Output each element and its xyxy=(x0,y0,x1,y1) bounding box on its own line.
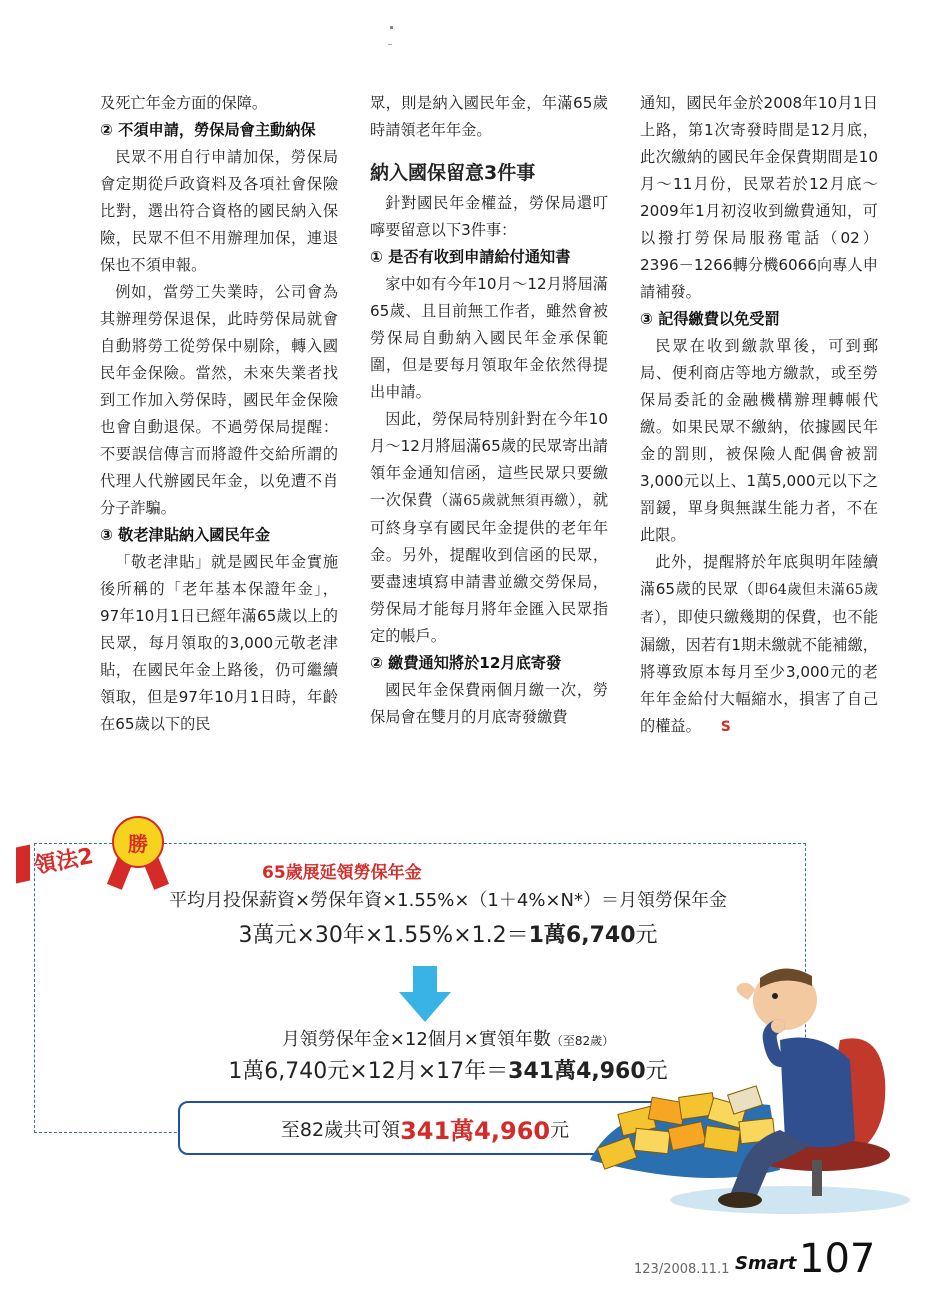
paragraph: 「敬老津貼」就是國民年金實施後所稱的「老年基本保證年金」，97年10月1日已經年滿65歲以上的民眾，每月領取的3,000元敬老津貼，在國民年金上路後，仍可繼續領取，但是97年10月1日時，年齡在65歲以下的民 xyxy=(100,553,338,733)
formula-text: 3萬元×30年×1.55%×1.2＝ xyxy=(238,923,529,948)
paragraph: 針對國民年金權益，勞保局還叮嚀要留意以下3件事： xyxy=(370,194,608,239)
result-label: 至82歲共可領 xyxy=(280,1118,401,1141)
subheading: ③ 敬老津貼納入國民年金 xyxy=(100,526,271,544)
formula-result: 1萬6,740 xyxy=(528,923,636,948)
section-heading: 納入國保留意3件事 xyxy=(370,162,536,184)
formula-text: 月領勞保年金×12個月×實領年數 xyxy=(281,1029,551,1050)
paragraph xyxy=(370,406,608,650)
formula-note: （至82歲） xyxy=(550,1034,615,1048)
text-run: 此外，提醒將於年底與明年陸續滿65歲的民眾（ xyxy=(640,553,878,598)
tab-label: 領法2 xyxy=(32,844,96,879)
text-run: 因此，勞保局特別針對在今年10月～12月將屆滿65歲的民眾寄出請領年金通知信函，這些民眾只要繳一次保費（ xyxy=(370,410,608,509)
tab-bar xyxy=(16,845,30,884)
magazine-brand: Smart xyxy=(735,1253,797,1274)
inline-note: 即64歲但未滿65歲者 xyxy=(640,582,878,626)
formula-unit: 元 xyxy=(645,1059,668,1084)
paragraph xyxy=(640,549,878,740)
result-unit: 元 xyxy=(550,1118,570,1141)
article-column-3 xyxy=(640,90,878,740)
formula-unit: 元 xyxy=(635,923,658,948)
result-amount: 341萬4,960 xyxy=(400,1116,551,1145)
paragraph: 民眾不用自行申請加保，勞保局會定期從戶政資料及各項社會保險比對，選出符合資格的國民納入保險，民眾不但不用辦理加保，連退保也不須申報。 xyxy=(100,148,338,274)
article-column-1 xyxy=(100,90,338,738)
inline-note: 滿65歲就無須再繳 xyxy=(448,493,569,509)
formula-monthly-example xyxy=(0,918,926,949)
text-run: ），即使只繳幾期的保費，也不能漏繳，因若有1期未繳就不能補繳，將導致原本每月至少3,000元的老年年金給付大幅縮水，損害了自己的權益。 xyxy=(640,608,879,735)
paragraph: 通知，國民年金於2008年10月1日上路，第1次寄發時間是12月底，此次繳納的國民年金保費期間是10月～11月份，民眾若於12月底～2009年1月初沒收到繳費通知，可以撥打勞保局服務電話（02）2396－1266轉分機6066向專人申請補發。 xyxy=(640,94,878,301)
subheading: ② 不須申請，勞保局會主動納保 xyxy=(100,121,316,139)
method-tab xyxy=(8,836,108,888)
formula-monthly: 平均月投保薪資×勞保年資×1.55%×（1＋4%×N*）＝月領勞保年金 xyxy=(169,890,727,911)
formula-result: 341萬4,960 xyxy=(508,1059,646,1084)
subheading: ① 是否有收到申請給付通知書 xyxy=(370,248,571,266)
paragraph: 家中如有今年10月～12月將屆滿65歲、且目前無工作者，雖然會被勞保局自動納入國民年金承保範圍，但是要每月領取年金依然得提出申請。 xyxy=(370,275,608,401)
paragraph: 國民年金保費兩個月繳一次，勞保局會在雙月的月底寄發繳費 xyxy=(370,681,608,726)
end-of-article-mark: S xyxy=(720,719,731,735)
issue-number: 123/2008.11.1 xyxy=(634,1262,730,1277)
paragraph: 及死亡年金方面的保障。 xyxy=(100,94,268,112)
win-badge: 勝 xyxy=(112,816,164,868)
man-with-money-illustration xyxy=(580,960,910,1220)
down-arrow-icon xyxy=(395,966,455,1022)
subheading: ③ 記得繳費以免受罰 xyxy=(640,310,780,328)
text-run: ），就可終身享有國民年金提供的老年年金。另外，提醒收到信函的民眾，要盡速填寫申請書並繳交勞保局，勞保局才能每月將年金匯入民眾指定的帳戶。 xyxy=(370,491,609,645)
print-mark xyxy=(388,44,392,45)
print-mark xyxy=(390,26,393,29)
paragraph: 民眾在收到繳款單後，可到郵局、便利商店等地方繳款，或至勞保局委託的金融機構辦理轉帳代繳。如果民眾不繳納，依據國民年金的罰則，被保險人配偶會被罰3,000元以上、1萬5,000元以下之罰鍰，單身與無謀生能力者，不在此限。 xyxy=(640,337,878,544)
page-number: 107 xyxy=(799,1236,876,1282)
paragraph: 眾，則是納入國民年金，年滿65歲時請領老年年金。 xyxy=(370,94,608,139)
calc-title: 65歲展延領勞保年金 xyxy=(262,863,422,883)
formula-text: 1萬6,740元×12月×17年＝ xyxy=(228,1059,509,1084)
paragraph: 例如，當勞工失業時，公司會為其辦理勞保退保，此時勞保局就會自動將勞工從勞保中剔除，轉入國民年金保險。當然，未來失業者找到工作加入勞保時，國民年金保險也會自動退保。不過勞保局提醒：不要誤信傳言而將證件交給所謂的代理人代辦國民年金，以免遭不肖分子詐騙。 xyxy=(100,283,338,517)
subheading: ② 繳費通知將於12月底寄發 xyxy=(370,654,562,672)
article-column-2 xyxy=(370,90,608,731)
